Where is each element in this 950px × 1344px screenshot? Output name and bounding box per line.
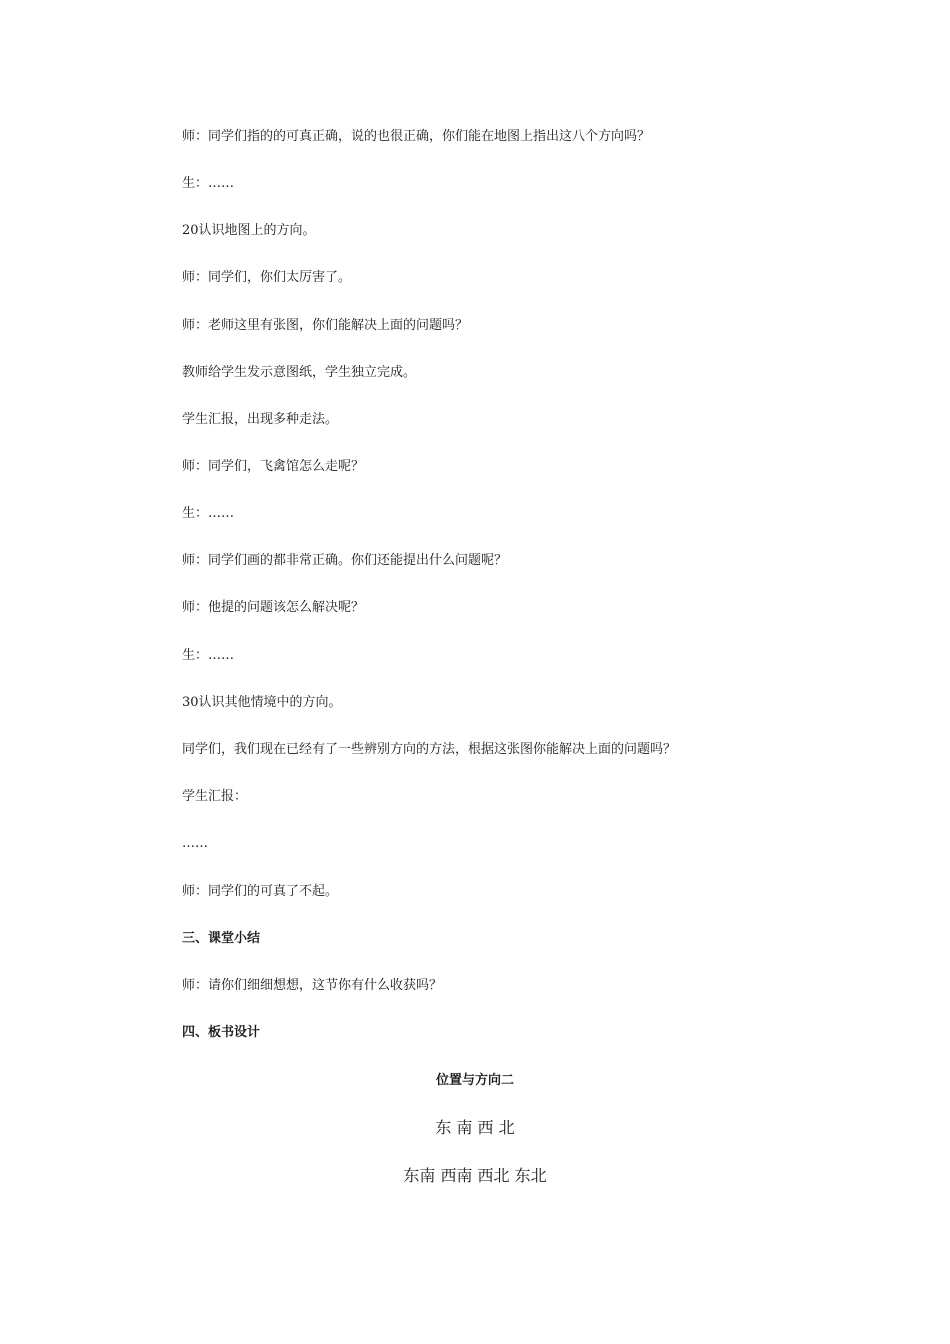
paragraph: 生：…… [182,648,235,663]
paragraph: 师：他提的问题该怎么解决呢？ [182,600,365,615]
paragraph: 师：老师这里有张图，你们能解决上面的问题吗？ [182,318,469,333]
paragraph: 师：同学们，你们太厉害了。 [182,270,352,285]
paragraph: 教师给学生发示意图纸，学生独立完成。 [182,365,417,380]
paragraph: 师：请你们细细想想，这节你有什么收获吗？ [182,978,443,993]
paragraph: 30认识其他情境中的方向。 [182,695,342,710]
board-title: 位置与方向二 [435,1073,514,1088]
paragraph: 生：…… [182,176,235,191]
paragraph: 师：同学们画的都非常正确。你们还能提出什么问题呢？ [182,553,508,568]
paragraph: 师：同学们的可真了不起。 [182,884,339,899]
paragraph: 生：…… [182,506,235,521]
paragraph: 学生汇报： [182,789,248,804]
paragraph: 师：同学们指的的可真正确，说的也很正确，你们能在地图上指出这八个方向吗？ [182,129,651,144]
paragraph: 同学们，我们现在已经有了一些辨别方向的方法，根据这张图你能解决上面的问题吗？ [182,742,677,757]
paragraph: 师：同学们，飞禽馆怎么走呢？ [182,459,365,474]
section-heading-board-design: 四、板书设计 [182,1025,261,1040]
section-heading-summary: 三、课堂小结 [182,931,261,946]
paragraph: 20认识地图上的方向。 [182,223,316,238]
paragraph: …… [182,836,208,851]
board-directions-main: 东 南 西 北 [435,1118,515,1137]
board-directions-intermediate: 东南 西南 西北 东北 [403,1166,547,1185]
paragraph: 学生汇报，出现多种走法。 [182,412,339,427]
